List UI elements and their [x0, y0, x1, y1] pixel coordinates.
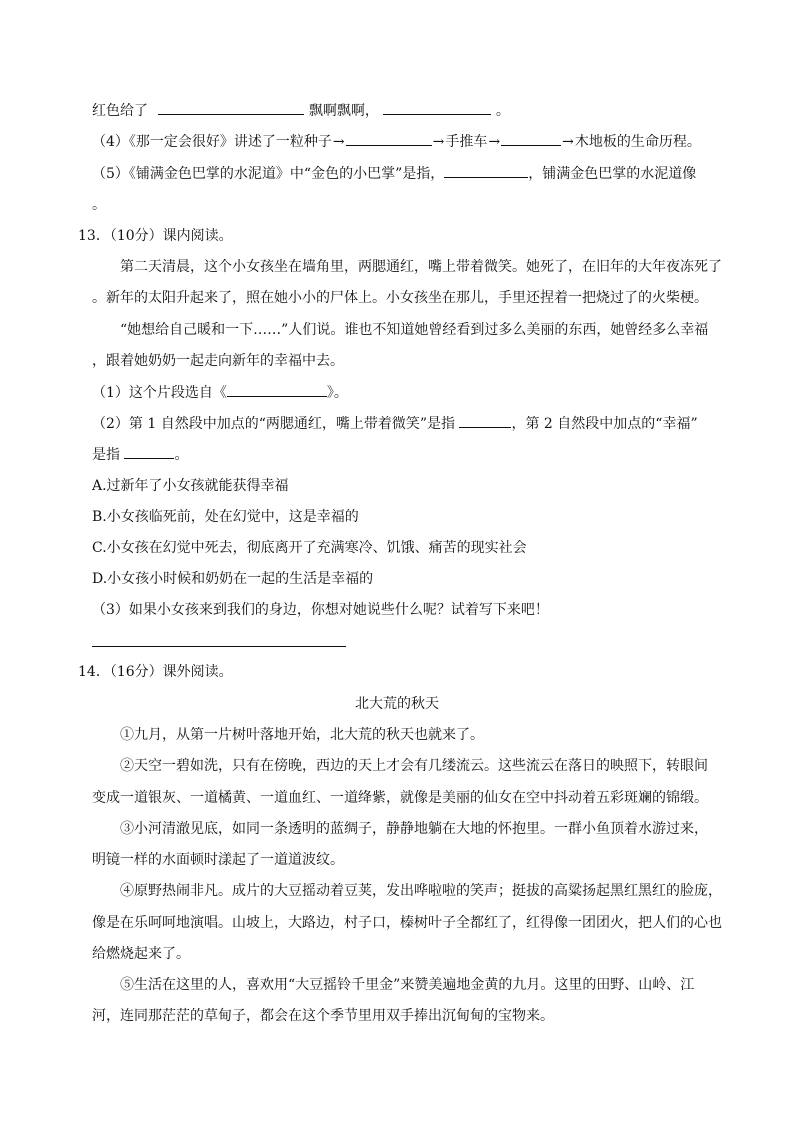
article-para-5-line-2: 河，连同那茫茫的草甸子，都会在这个季节里用双手捧出沉甸甸的宝物来。 [92, 1008, 554, 1024]
answer-blank[interactable] [444, 163, 528, 178]
line-period [92, 195, 106, 215]
answer-blank[interactable] [346, 131, 432, 146]
sub-question-2 [92, 413, 698, 433]
article-para-4-line-2: 像是在乐呵呵地演唱。山坡上，大路边，村子口，榛树叶子全都红了，红得像一团团火，把人们的心也 [92, 915, 722, 931]
question-13-title: 13．（10分）课内阅读。 [78, 228, 233, 244]
option-b[interactable]: B.小女孩临死前，处在幻觉中，这是幸福的 [92, 509, 359, 525]
sq2-text-2: 是指 [92, 447, 125, 463]
article-para-2-line-1: ②天空一碧如洗，只有在傍晚，西边的天上才会有几缕流云。这些流云在落日的映照下，转眼间 [120, 758, 708, 774]
answer-blank[interactable] [501, 131, 561, 146]
passage-1-line-1: 第二天清晨，这个小女孩坐在墙角里，两腮通红，嘴上带着微笑。她死了，在旧年的大年夜冻死了 [120, 259, 722, 275]
text-period: 。 [92, 197, 106, 213]
text-piao: 飘啊飘啊， [308, 103, 379, 119]
arrow-icon: → [332, 134, 345, 150]
article-para-2-line-2: 变成一道银灰、一道橘黄、一道血红、一道绛紫，就像是美丽的仙女在空中抖动着五彩斑斓的锦缎。 [92, 790, 708, 806]
q4-end: 木地板的生命历程。 [574, 134, 701, 150]
article-title: 北大荒的秋天 [355, 696, 439, 712]
answer-blank[interactable] [124, 444, 174, 459]
passage-2-line-2: ，跟着她奶奶一起走向新年的幸福中去。 [92, 353, 344, 369]
answer-blank[interactable] [459, 413, 511, 428]
q4-cart: 手推车 [445, 134, 488, 150]
sq1-end: 》。 [326, 385, 348, 401]
answer-line[interactable] [92, 646, 346, 647]
sub-question-1 [92, 382, 348, 402]
article-para-4-line-3: 给燃烧起来了。 [92, 946, 190, 962]
passage-1-line-2: 。新年的太阳升起来了，照在她小小的尸体上。小女孩坐在那儿，手里还捏着一把烧过了的火柴梗。 [92, 290, 708, 306]
question-5 [92, 163, 696, 183]
sub-question-2-cont [92, 444, 188, 464]
line-red-given [92, 100, 510, 120]
option-d[interactable]: D.小女孩小时候和奶奶在一起的生活是幸福的 [92, 571, 374, 587]
answer-blank[interactable] [158, 100, 304, 115]
sq2-text: （2）第 1 自然段中加点的“两腮通红，嘴上带着微笑”是指 [92, 416, 460, 432]
arrow-icon: → [432, 134, 445, 150]
q5-end: ，铺满金色巴掌的水泥道像 [528, 166, 697, 182]
text-period: 。 [495, 103, 510, 119]
text-red-given: 红色给了 [92, 103, 148, 119]
sub-question-3: （3）如果小女孩来到我们的身边，你想对她说些什么呢？试着写下来吧！ [92, 602, 549, 618]
article-para-1: ①九月，从第一片树叶落地开始，北大荒的秋天也就来了。 [120, 727, 484, 743]
option-a[interactable]: A.过新年了小女孩就能获得幸福 [92, 478, 289, 494]
question-14-title: 14．（16分）课外阅读。 [78, 664, 233, 680]
article-para-3-line-2: 明镜一样的水面顿时漾起了一道道波纹。 [92, 852, 344, 868]
arrow-icon: → [488, 134, 501, 150]
question-4 [92, 131, 701, 151]
arrow-icon: → [562, 134, 574, 150]
article-para-3-line-1: ③小河清澈见底，如同一条透明的蓝绸子，静静地躺在大地的怀抱里。一群小鱼顶着水游过来， [120, 821, 708, 837]
answer-blank[interactable] [383, 100, 491, 115]
q5-text: （5）《铺满金色巴掌的水泥道》中“金色的小巴掌”是指， [92, 166, 445, 182]
sq2-end: 。 [174, 447, 189, 463]
sq1-text: （1）这个片段选自《 [92, 385, 227, 401]
article-para-5-line-1: ⑤生活在这里的人，喜欢用“大豆摇铃千里金”来赞美遍地金黄的九月。这里的田野、山岭、江 [120, 977, 695, 993]
q4-text: （4）《那一定会很好》讲述了一粒种子 [92, 134, 332, 150]
sq2-mid: ，第 2 自然段中加点的“幸福” [511, 416, 698, 432]
option-c[interactable]: C.小女孩在幻觉中死去，彻底离开了充满寒冷、饥饿、痛苦的现实社会 [92, 540, 527, 556]
passage-2-line-1: “她想给自己暖和一下……”人们说。谁也不知道她曾经看到过多么美丽的东西，她曾经多么幸福 [120, 322, 709, 338]
answer-blank[interactable] [227, 382, 327, 397]
article-para-4-line-1: ④原野热闹非凡。成片的大豆摇动着豆荚，发出哗啦啦的笑声；挺拔的高粱扬起黑红黑红的脸庞， [120, 883, 722, 899]
